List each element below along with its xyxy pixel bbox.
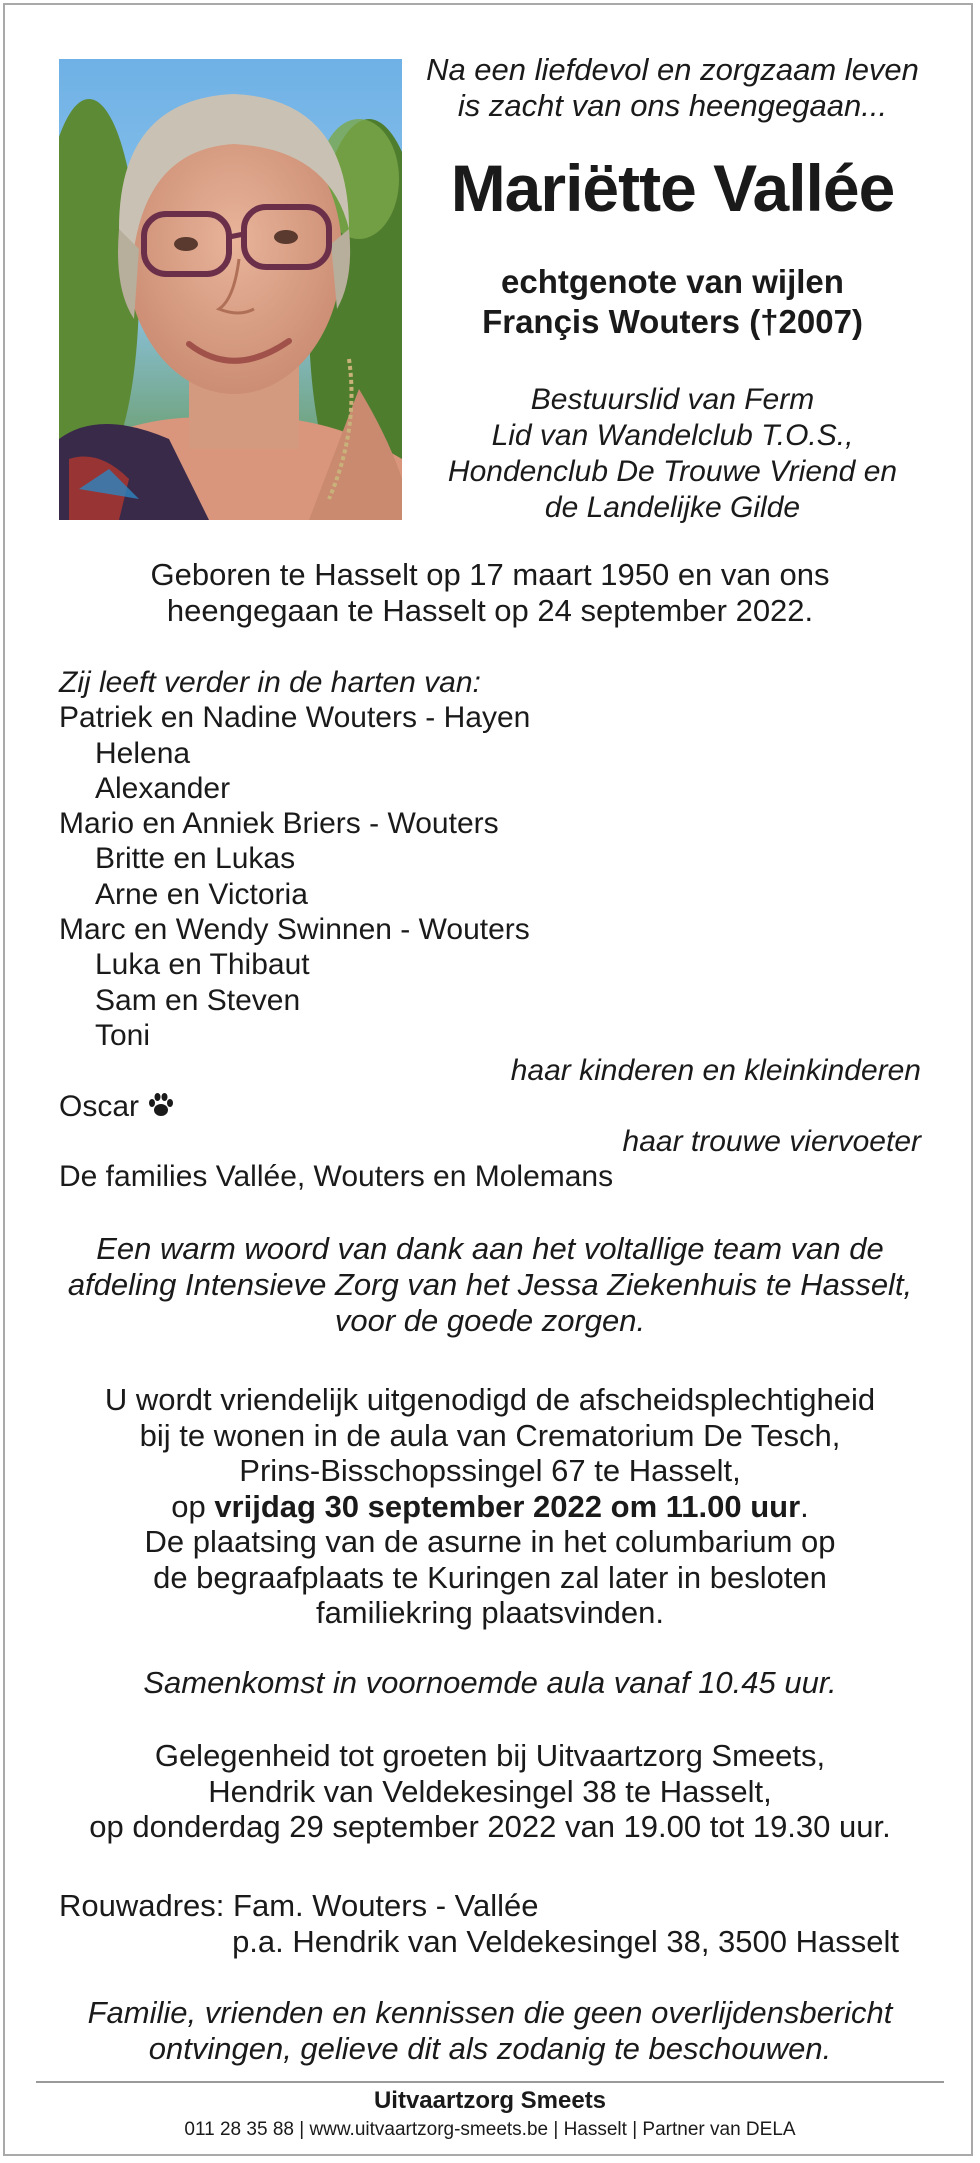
pet-line: [59, 1089, 921, 1124]
deceased-name: Mariëtte Vallée: [450, 151, 895, 225]
greeting-text: [59, 1738, 921, 1845]
born-line: Geboren te Hasselt op 17 maart 1950 en van ons: [150, 557, 830, 592]
spouse-line: Françis Wouters (†2007): [482, 303, 863, 340]
greeting-line: Hendrik van Veldekesingel 38 te Hasselt,: [208, 1773, 772, 1809]
gathering-text: Samenkomst in voornoemde aula vanaf 10.45 uur.: [143, 1665, 837, 1700]
greeting-line: Gelegenheid tot groeten bij Uitvaartzorg Smeets,: [154, 1738, 826, 1773]
ceremony-line: de begraafplaats te Kuringen zal later in besloten: [153, 1559, 827, 1595]
portrait-photo: [59, 59, 402, 520]
grandchild: Luka en Thibaut: [95, 948, 310, 982]
ceremony-date-prefix: op: [171, 1488, 215, 1524]
club-line: Bestuurslid van Ferm: [530, 383, 815, 416]
ceremony-date-line: [59, 1489, 921, 1525]
children-caption: haar kinderen en kleinkinderen: [510, 1054, 921, 1088]
club-line: de Landelijke Gilde: [544, 491, 801, 524]
thanks-line: voor de goede zorgen.: [334, 1303, 646, 1338]
survivors-list: [59, 665, 921, 1194]
funeral-home-name: Uitvaartzorg Smeets: [373, 2087, 607, 2114]
ceremony-line: De plaatsing van de asurne in het columbarium op: [144, 1524, 836, 1559]
intro-text: [420, 52, 925, 124]
ceremony-line: U wordt vriendelijk uitgenodigd de afscheidsplechtigheid: [104, 1382, 876, 1417]
family-couple: Mario en Anniek Briers - Wouters: [59, 807, 499, 841]
thanks-line: Een warm woord van dank aan het voltallige team van de: [96, 1231, 884, 1266]
ceremony-date-suffix: .: [800, 1488, 809, 1524]
grandchild: Britte en Lukas: [95, 842, 296, 876]
greeting-line: op donderdag 29 september 2022 van 19.00 tot 19.30 uur.: [89, 1809, 891, 1844]
intro-line: Na een liefdevol en zorgzaam leven: [426, 52, 919, 87]
thanks-line: afdeling Intensieve Zorg van het Jessa Ziekenhuis te Hasselt,: [67, 1267, 913, 1302]
grandchild: Toni: [95, 1018, 151, 1052]
club-line: Hondenclub De Trouwe Vriend en: [447, 455, 898, 488]
address-line: p.a. Hendrik van Veldekesingel 38, 3500 Hasselt: [232, 1924, 899, 1959]
spouse-line: echtgenote van wijlen: [501, 263, 844, 300]
closing-line: Familie, vrienden en kennissen die geen overlijdensbericht: [87, 1995, 893, 2030]
born-line: heengegaan te Hasselt op 24 september 2022.: [166, 593, 814, 628]
intro-line: is zacht van ons heengegaan...: [457, 88, 888, 123]
ceremony-line: Prins-Bisschopssingel 67 te Hasselt,: [239, 1453, 741, 1488]
ceremony-text: [59, 1382, 921, 1631]
ceremony-date: vrijdag 30 september 2022 om 11.00 uur: [214, 1488, 801, 1524]
ceremony-line: familiekring plaatsvinden.: [315, 1595, 665, 1630]
funeral-home-contact: 011 28 35 88 | www.uitvaartzorg-smeets.be | Hasselt | Partner van DELA: [184, 2119, 796, 2140]
birth-death-text: [59, 557, 921, 629]
closing-text: [59, 1995, 921, 2066]
mourning-address: [59, 1888, 921, 1960]
address-line: Rouwadres: Fam. Wouters - Vallée: [59, 1888, 539, 1923]
club-line: Lid van Wandelclub T.O.S.,: [491, 419, 854, 452]
families-line: De families Vallée, Wouters en Molemans: [59, 1160, 614, 1194]
grandchild: Helena: [95, 736, 191, 770]
family-couple: Patriek en Nadine Wouters - Hayen: [59, 701, 531, 735]
grandchild: Sam en Steven: [95, 983, 301, 1017]
survivors-heading: Zij leeft verder in de harten van:: [59, 666, 481, 699]
spouse-text: [420, 262, 925, 342]
pet-caption: haar trouwe viervoeter: [622, 1124, 921, 1158]
family-couple: Marc en Wendy Swinnen - Wouters: [59, 913, 530, 947]
paw-print-icon: [147, 1091, 175, 1127]
grandchild: Alexander: [95, 771, 231, 805]
pet-name: Oscar: [59, 1089, 140, 1123]
grandchild: Arne en Victoria: [95, 877, 308, 911]
footer-divider: [36, 2081, 944, 2083]
ceremony-line: bij te wonen in de aula van Crematorium De Tesch,: [139, 1417, 841, 1453]
closing-line: ontvingen, gelieve dit als zodanig te beschouwen.: [148, 2030, 832, 2066]
club-memberships: [420, 382, 925, 526]
thanks-text: [59, 1231, 921, 1339]
